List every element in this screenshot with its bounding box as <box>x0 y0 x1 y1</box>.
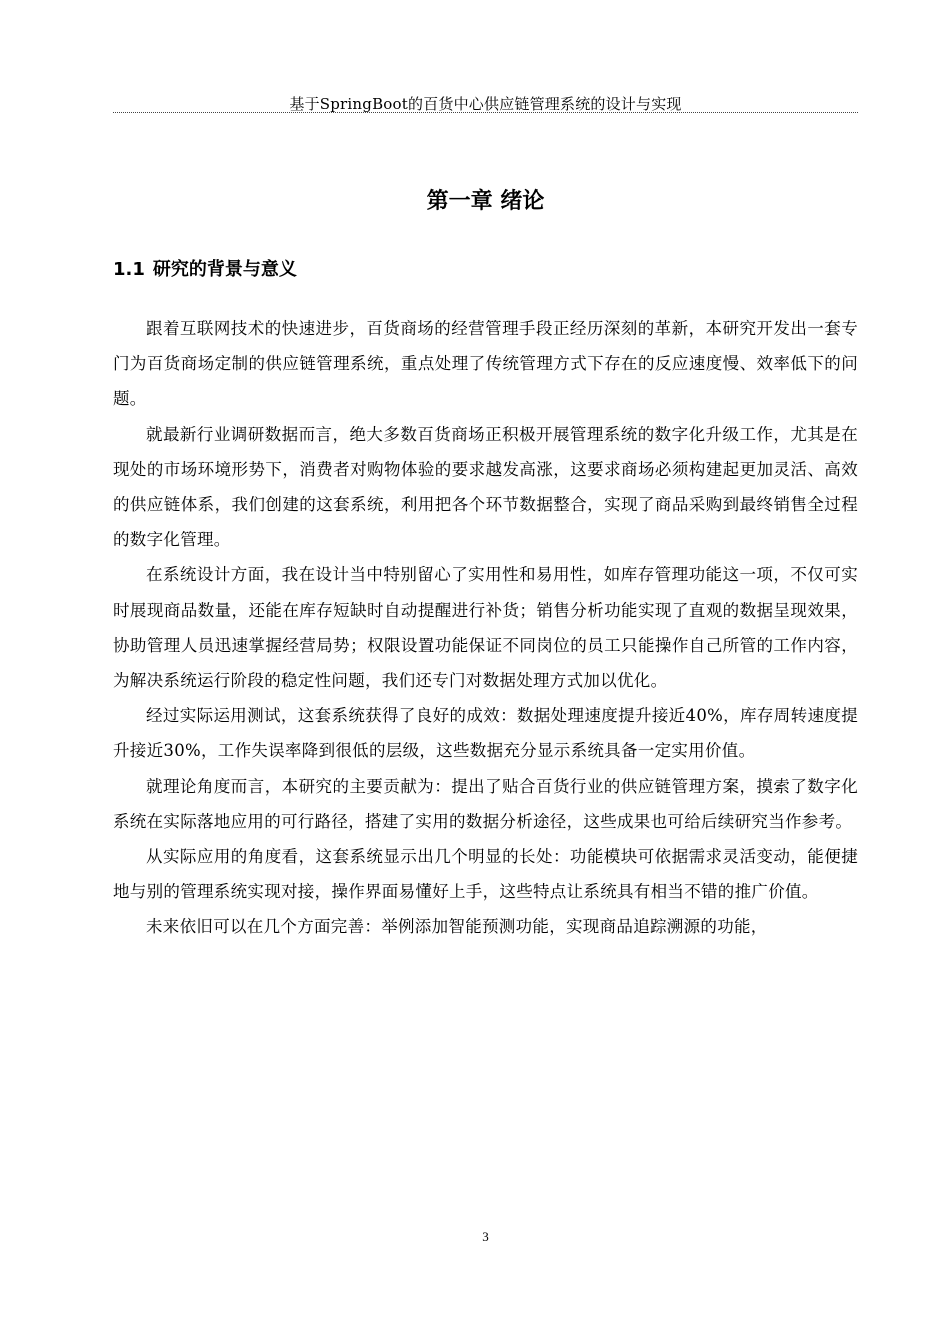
paragraph: 未来依旧可以在几个方面完善：举例添加智能预测功能，实现商品追踪溯源的功能， <box>146 917 768 937</box>
paragraph: 在系统设计方面，我在设计当中特别留心了实用性和易用性，如库存管理功能这一项，不仅可实时展现商品数量，还能在库存短缺时自动提醒进行补货；销售分析功能实现了直观的数据呈现效果，协助管理人员迅速掌握经营局势；权限设置功能保证不同岗位的员工只能操作自己所管的工作内容，为解决系统运行阶段的稳定性问题，我们还专门对数据处理方式加以优化。 <box>113 565 858 691</box>
paragraph: 跟着互联网技术的快速进步，百货商场的经营管理手段正经历深刻的革新，本研究开发出一套专门为百货商场定制的供应链管理系统，重点处理了传统管理方式下存在的反应速度慢、效率低下的问题。 <box>113 319 858 409</box>
section-title-text: 研究的背景与意义 <box>152 259 297 280</box>
section-heading <box>113 256 858 284</box>
running-header: 基于SpringBoot的百货中心供应链管理系统的设计与实现 <box>289 95 682 113</box>
section-number: 1.1 <box>113 259 145 280</box>
paragraph: 经过实际运用测试，这套系统获得了良好的成效：数据处理速度提升接近40%，库存周转速度提升接近30%，工作失误率降到很低的层级，这些数据充分显示系统具备一定实用价值。 <box>113 706 858 761</box>
paragraph: 就最新行业调研数据而言，绝大多数百货商场正积极开展管理系统的数字化升级工作，尤其是在现处的市场环境形势下，消费者对购物体验的要求越发高涨，这要求商场必须构建起更加灵活、高效的供应链体系，我们创建的这套系统，利用把各个环节数据整合，实现了商品采购到最终销售全过程的数字化管理。 <box>113 424 858 550</box>
paragraph: 从实际应用的角度看，这套系统显示出几个明显的长处：功能模块可依据需求灵活变动，能便捷地与别的管理系统实现对接，操作界面易懂好上手，这些特点让系统具有相当不错的推广价值。 <box>113 847 858 902</box>
paragraph: 就理论角度而言，本研究的主要贡献为：提出了贴合百货行业的供应链管理方案，摸索了数字化系统在实际落地应用的可行路径，搭建了实用的数据分析途径，这些成果也可给后续研究当作参考。 <box>113 776 858 831</box>
page-number: 3 <box>482 1229 489 1244</box>
body-text <box>113 311 858 945</box>
header-divider <box>113 112 858 113</box>
chapter-title: 第一章 绪论 <box>426 189 545 214</box>
